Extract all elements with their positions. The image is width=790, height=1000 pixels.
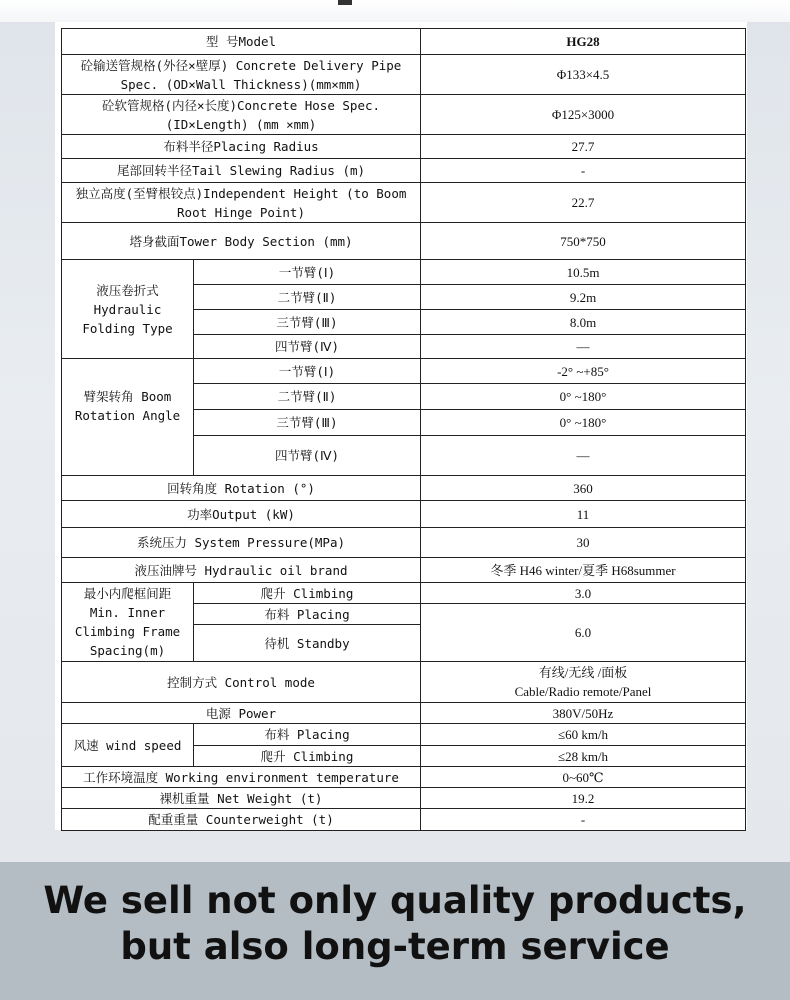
table-row [62, 558, 746, 583]
spec-value: — [421, 335, 746, 359]
spec-value: 30 [421, 528, 746, 558]
spec-value: -2° ~+85° [421, 359, 746, 384]
sub-label: 三节臂(Ⅲ) [194, 410, 421, 436]
spec-value: HG28 [421, 29, 746, 55]
sub-label: 爬升 Climbing [194, 583, 421, 604]
sub-label: 二节臂(Ⅱ) [194, 384, 421, 410]
spec-label: 裸机重量 Net Weight (t) [62, 788, 421, 809]
table-row [62, 223, 746, 260]
spec-label: 布料半径Placing Radius [62, 135, 421, 159]
spec-label: 型 号Model [62, 29, 421, 55]
table-row [62, 703, 746, 724]
top-band [0, 0, 790, 22]
spec-label: 工作环境温度 Working environment temperature [62, 767, 421, 788]
spec-value: 3.0 [421, 583, 746, 604]
table-row [62, 359, 746, 384]
spec-value: - [421, 159, 746, 183]
folding-group-label: 液压卷折式 Hydraulic Folding Type [62, 260, 194, 359]
rotation-group-label: 臂架转角 Boom Rotation Angle [62, 359, 194, 476]
spec-value [421, 662, 746, 703]
spec-value: 0~60℃ [421, 767, 746, 788]
spec-label: 塔身截面Tower Body Section (mm) [62, 223, 421, 260]
table-row [62, 724, 746, 746]
sub-label: 四节臂(Ⅳ) [194, 436, 421, 476]
spec-value: 380V/50Hz [421, 703, 746, 724]
spec-value: — [421, 436, 746, 476]
control-value-line2: Cable/Radio remote/Panel [514, 684, 652, 699]
spec-value: 27.7 [421, 135, 746, 159]
table-row [62, 788, 746, 809]
slogan-line-2: but also long-term service [120, 925, 670, 968]
sub-label: 三节臂(Ⅲ) [194, 310, 421, 335]
table-row [62, 476, 746, 501]
climbing-group-label: 最小内爬框间距 Min. Inner Climbing Frame Spacing(m) [62, 583, 194, 662]
table-row [62, 135, 746, 159]
spec-label: 回转角度 Rotation (°) [62, 476, 421, 501]
table-row [62, 95, 746, 135]
table-row [62, 183, 746, 223]
spec-label: 尾部回转半径Tail Slewing Radius (m) [62, 159, 421, 183]
spec-label: 系统压力 System Pressure(MPa) [62, 528, 421, 558]
table-row [62, 159, 746, 183]
spec-value: 19.2 [421, 788, 746, 809]
control-value-line1: 有线/无线 /面板 [538, 665, 628, 680]
cropped-heading-fragment [338, 0, 352, 5]
slogan-line-1: We sell not only quality products, [43, 879, 747, 922]
spec-label: 液压油牌号 Hydraulic oil brand [62, 558, 421, 583]
spec-value: Φ133×4.5 [421, 55, 746, 95]
table-row [62, 260, 746, 285]
sub-label: 待机 Standby [194, 625, 421, 662]
slogan [0, 878, 790, 970]
sub-label: 一节臂(Ⅰ) [194, 260, 421, 285]
spec-value: 6.0 [421, 604, 746, 662]
spec-value: - [421, 809, 746, 831]
spec-value: 0° ~180° [421, 410, 746, 436]
spec-value: 360 [421, 476, 746, 501]
table-row [62, 583, 746, 604]
table-row [62, 809, 746, 831]
sub-label: 布料 Placing [194, 604, 421, 625]
spec-label: 控制方式 Control mode [62, 662, 421, 703]
spec-value: Φ125×3000 [421, 95, 746, 135]
wind-group-label: 风速 wind speed [62, 724, 194, 767]
spec-value: 冬季 H46 winter/夏季 H68summer [421, 558, 746, 583]
spec-value: 11 [421, 501, 746, 528]
spec-value: 8.0m [421, 310, 746, 335]
table-row [62, 29, 746, 55]
table-row [62, 528, 746, 558]
spec-table [61, 28, 746, 831]
spec-label: 电源 Power [62, 703, 421, 724]
sub-label: 一节臂(Ⅰ) [194, 359, 421, 384]
spec-label: 功率Output (kW) [62, 501, 421, 528]
spec-value: 9.2m [421, 285, 746, 310]
spec-label: 配重重量 Counterweight (t) [62, 809, 421, 831]
spec-label: 砼输送管规格(外径×壁厚) Concrete Delivery Pipe Spec. (OD×Wall Thickness)(mm×mm) [62, 55, 421, 95]
spec-value: 750*750 [421, 223, 746, 260]
spec-value: ≤60 km/h [421, 724, 746, 746]
spec-value: ≤28 km/h [421, 746, 746, 767]
table-row [62, 55, 746, 95]
sub-label: 爬升 Climbing [194, 746, 421, 767]
sub-label: 四节臂(Ⅳ) [194, 335, 421, 359]
spec-value: 10.5m [421, 260, 746, 285]
table-row [62, 662, 746, 703]
sub-label: 布料 Placing [194, 724, 421, 746]
table-row [62, 501, 746, 528]
table-row [62, 767, 746, 788]
sub-label: 二节臂(Ⅱ) [194, 285, 421, 310]
spec-value: 0° ~180° [421, 384, 746, 410]
spec-value: 22.7 [421, 183, 746, 223]
spec-label: 独立高度(至臂根铰点)Independent Height (to Boom Root Hinge Point) [62, 183, 421, 223]
spec-label: 砼软管规格(内径×长度)Concrete Hose Spec. (ID×Length) (mm ×mm) [62, 95, 421, 135]
